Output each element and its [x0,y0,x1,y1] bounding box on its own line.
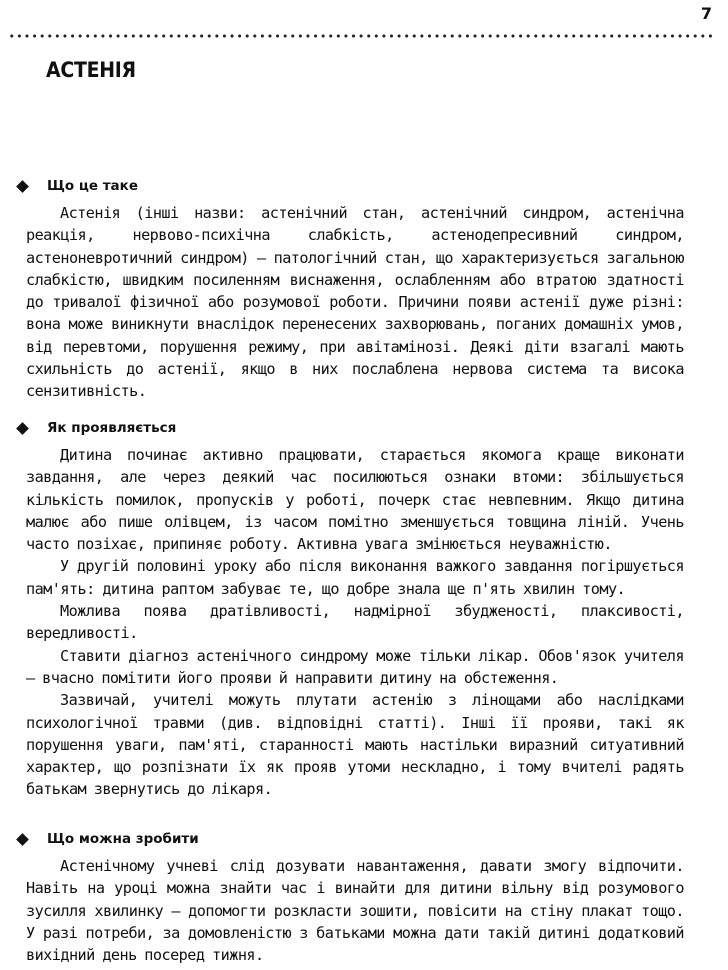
page-title: АСТЕНІЯ [46,58,136,82]
paragraph: Ставити діагноз астенічного синдрому може тільки лікар. Обов'язок учителя — вчасно помітити його прояви й направити дитину на обстеження. [26,646,684,687]
section-what-it-is [14,178,684,403]
section-heading [14,420,684,436]
diamond-bullet-icon [16,180,29,193]
paragraph: Зазвичай, учителі можуть плутати астенію з лінощами або наслідками психологічної травми (див. відповідні статті). Інші її прояви, такі як порушення уваги, пам'яті, старанності мають настільки виразний ситуативний характер, що розпізнати їх як прояв утоми нескладно, і тому вчителі радять батькам звернутись до лікаря. [26,691,684,799]
dotted-divider [8,34,716,38]
paragraph: Дитина починає активно працювати, старається якомога краще виконати завдання, але через деякий час посилюються ознаки втоми: збільшується кількість помилок, пропусків у роботі, почерк стає невпевним. Якщо дитина малює або пише олівцем, із часом помітно зменшується товщина ліній. Учень часто позіхає, припиняє роботу. Активна увага змінюється неуважністю. [26,446,684,554]
section-heading-label: Як проявляється [47,420,177,436]
diamond-bullet-icon [16,833,29,846]
section-how-it-manifests [14,420,684,801]
section-what-can-be-done [14,831,684,966]
section-heading-label: Що це таке [47,178,138,194]
paragraph: Астенія (інші назви: астенічний стан, астенічний синдром, астенічна реакція, нервово-психічна слабкість, астенодепресивний синдром, астеноневротичний синдром) — патологічний стан, що характеризується загальною слабкістю, швидким посиленням виснаження, ослабленням або втратою здатності до тривалої фізичної або розумової роботи. Причини появи астенії дуже різні: вона може виникнути внаслідок перенесених захворювань, поганих домашніх умов, від перевтоми, порушення режиму, при авітамінозі. Деякі діти взагалі мають схильність до астенії, якщо в них послаблена нервова система та висока сензитивність. [26,204,684,401]
paragraph: Можлива поява дратівливості, надмірної збудженості, плаксивості, вередливості. [26,602,684,643]
diamond-bullet-icon [16,422,29,435]
section-heading [14,831,684,847]
paragraph: У другій половині уроку або після виконання важкого завдання погіршується пам'ять: дитина раптом забуває те, що добре знала ще п'ять хвилин тому. [26,557,684,598]
section-heading [14,178,684,194]
section-heading-label: Що можна зробити [47,831,199,847]
page-number: 7 [700,4,712,23]
paragraph: Астенічному учневі слід дозувати навантаження, давати змогу відпочити. Навіть на уроці можна знайти час і винайти для дитини вільну від розумового зусилля хвилинку — допомогти розкласти зошити, повісити на стіну плакат тощо. У разі потреби, за домовленістю з батьками можна дати такій дитині додатковий вихідний день посеред тижня. [26,857,684,965]
